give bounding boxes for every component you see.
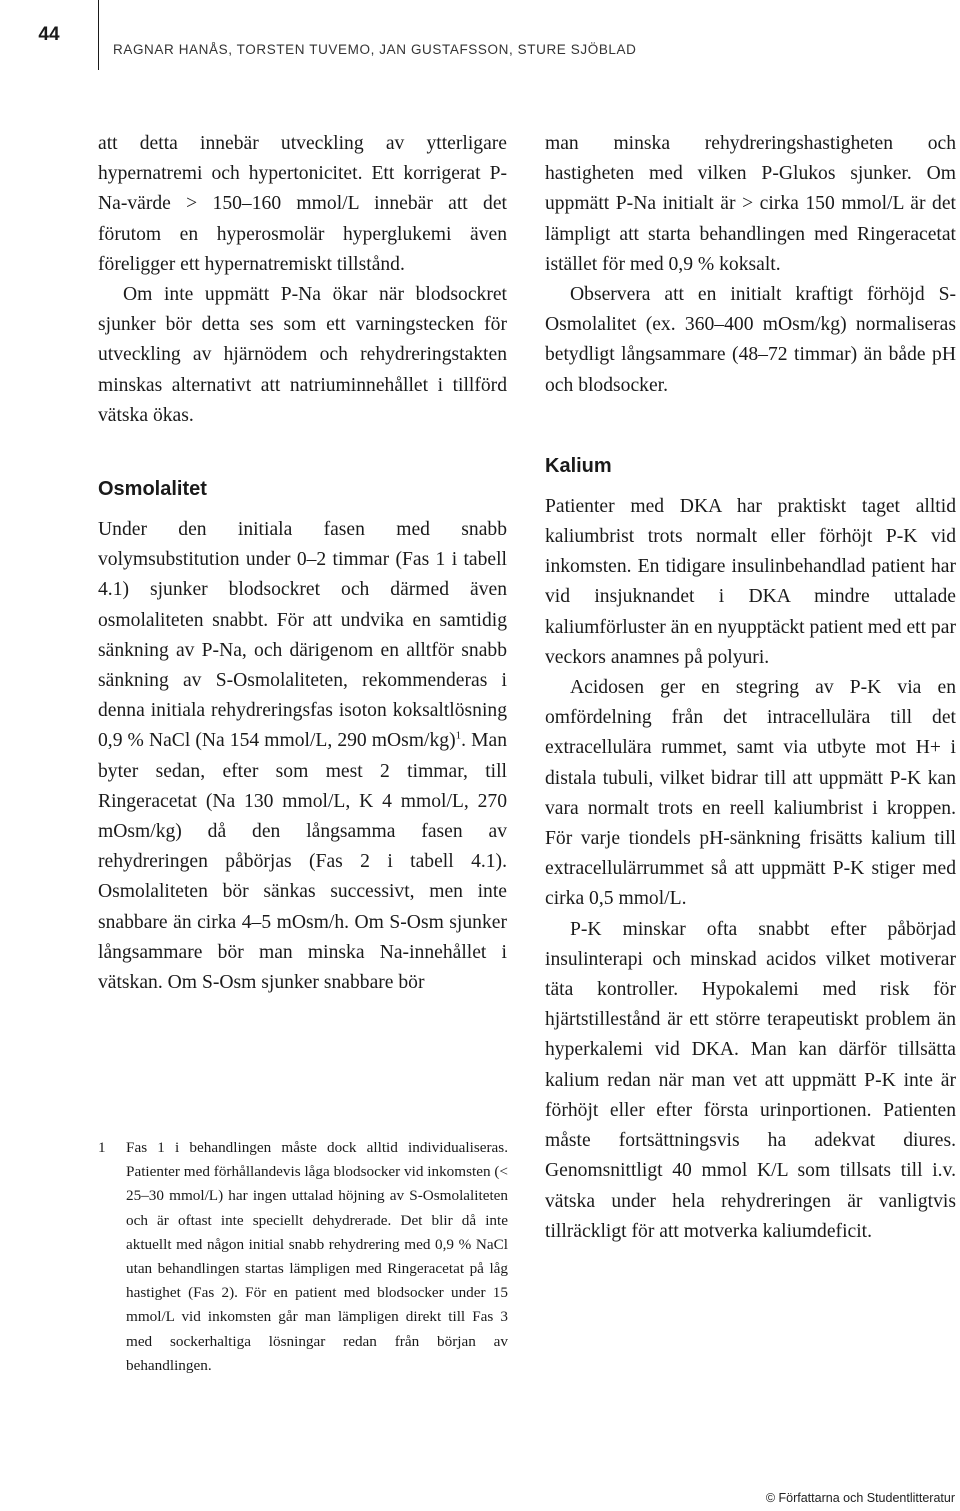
paragraph-acidosen: Acidosen ger en stegring av P-K via en omfördelning från det intracellulära till det extracellulära rummet, samt via utbyte mot H+ i distala tubuli, vilket bidrar till att uppmätt P-K kan vara normalt trots en reell kaliumbrist i kroppen. För varje tiondels pH-sänkning frisätts kalium till extracellulärrummet så att uppmätt P-K stiger med cirka 0,5 mmol/L. [545,677,956,910]
paragraph-observera: Observera att en initialt kraftigt förhöjd S-Osmolalitet (ex. 360–400 mOsm/kg) normaliseras betydligt långsammare (48–72 timmar) än både pH och blodsocker. [545,284,956,396]
footnote [98,1136,508,1378]
paragraph-hypernatremi: att detta innebär utveckling av ytterligare hypernatremi och hypertonicitet. Ett korrigerat P-Na-värde > 150–160 mmol/L innebär att det förutom en hyperosmolär hyperglukemi även föreligger ett hypernatremiskt tillstånd. [98,133,507,275]
paragraph-kalium-intro: Patienter med DKA har praktiskt taget alltid kaliumbrist trots normalt eller förhöjt P-K vid inkomsten. En tidigare insulinbehandlad patient har vid insjuknandet i DKA mindre uttalade kaliumförluster än en nyupptäckt patient med ett par veckors anamnes på polyuri. [545,495,956,668]
right-column [545,129,956,1247]
section-heading-osmolalitet: Osmolalitet [98,478,207,501]
copyright-notice: © Författarna och Studentlitteratur [765,1491,955,1505]
paragraph-osmolalitet [98,515,507,998]
footnote-text: Fas 1 i behandlingen måste dock alltid individualiseras. Patienter med förhållandevis låga blodsocker vid inkomsten (< 25–30 mmol/L) har ingen uttalad höjning av S-Osmolaliteten och är oftast inte speciellt dehydrerade. Det blir då inte aktuellt med någon initial snabb rehydrering med 0,9 % NaCl utan behandlingen startas lämpligen med Ringeracetat på låg hastighet (Fas 2). För en patient med blodsocker under 15 mmol/L vid inkomsten går man lämpligen direkt till Fas 3 med sockerhaltiga lösningar redan från början av behandlingen. [126,1139,508,1374]
running-head: RAGNAR HANÅS, TORSTEN TUVEMO, JAN GUSTAFSSON, STURE SJÖBLAD [113,42,637,57]
text-osmolalitet-part2: . Man byter sedan, efter som mest 2 timmar, till Ringeracetat (Na 130 mmol/L, K 4 mmol/L, 270 mOsm/kg) då den långsamma fasen av rehydreringen påbörjas (Fas 2 i tabell 4.1). Osmolaliteten bör sänkas successivt, men inte snabbare än cirka 4–5 mOsm/h. Om S-Osm sjunker långsammare bör man minska Na-innehållet i vätskan. Om S-Osm sjunker snabbare bör [98,730,508,994]
paragraph-rehydrering-rate: man minska rehydreringshastigheten och hastigheten med vilken P-Glukos sjunker. Om uppmätt P-Na initialt är > cirka 150 mmol/L är det lämpligt att starta behandlingen med Ringeracetat istället för med 0,9 % koksalt. [545,133,956,275]
paragraph-p-k-minskar: P-K minskar ofta snabbt efter påbörjad insulinterapi och minskad acidos vilket motiverar täta kontroller. Hypokalemi med risk för hjärtstillestånd är ett större terapeutiskt problem än hyperkalemi vid DKA. Man kan därför tillsätta kalium redan när man vet att uppmätt P-K inte är förhöjt eller efter första urinportionen. Patienten måste fortsättningsvis ha adekvat diures. Genomsnittligt 40 mmol K/L som tillsats till i.v. vätska under hela rehydreringen är vanligtvis tillräckligt för att motverka kaliumdeficit. [545,918,956,1242]
paragraph-p-na-warning: Om inte uppmätt P-Na ökar när blodsockret sjunker bör detta ses som ett varningstecken för utveckling av hjärnödem och rehydreringstakten minskas alternativt att natriuminnehållet i tillförd vätska ökas. [98,284,507,426]
section-heading-kalium: Kalium [545,454,612,477]
header-divider [98,0,99,70]
footnote-number: 1 [98,1139,106,1156]
page-number: 44 [38,24,60,45]
text-osmolalitet-part1: Under den initiala fasen med snabb volymsubstitution under 0–2 timmar (Fas 1 i tabell 4.1) sjunker blodsockret och därmed även osmolaliteten snabbt. För att undvika en samtidig sänkning av P-Na, och därigenom en alltför snabb sänkning av S-Osmolaliteten, rekommenderas i denna initiala rehydreringsfas isoton koksaltlösning 0,9 % NaCl (Na 154 mmol/L, 290 mOsm/kg) [98,519,507,752]
footnote-reference: 1 [455,729,462,742]
left-column [98,129,507,998]
